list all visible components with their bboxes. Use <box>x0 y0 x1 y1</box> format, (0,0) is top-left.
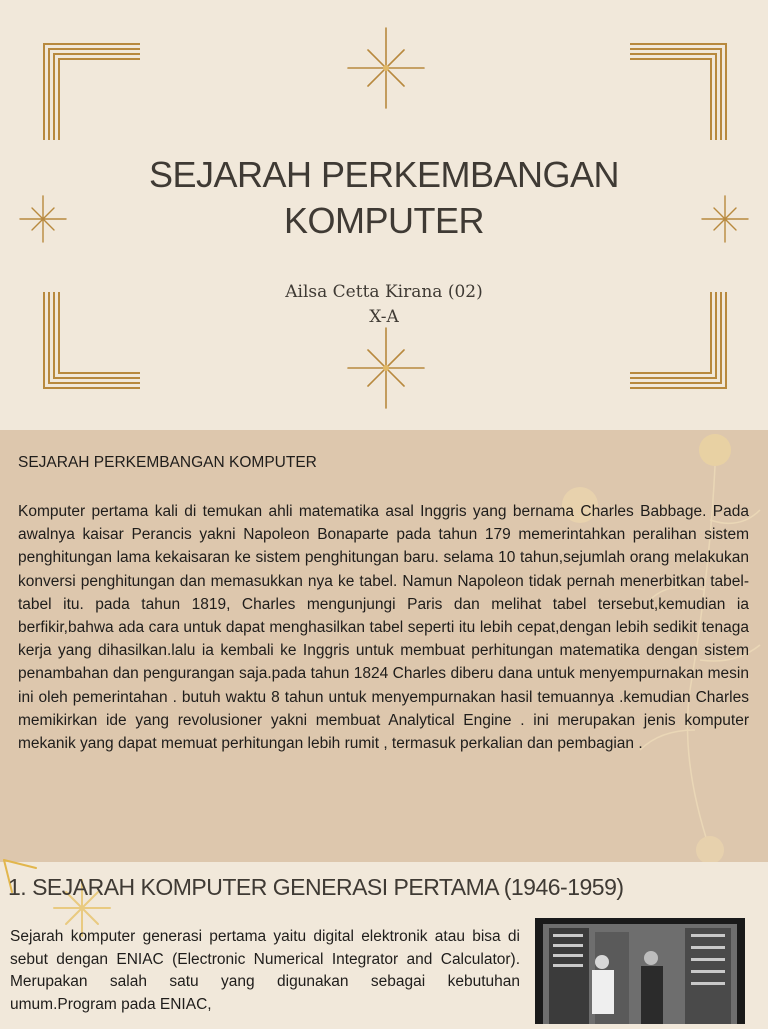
sparkle-icon <box>346 326 426 410</box>
author-block <box>0 280 768 330</box>
panel-heading: SEJARAH PERKEMBANGAN KOMPUTER <box>18 454 317 471</box>
eniac-photo <box>535 918 745 1024</box>
eniac-photo-image <box>535 918 745 1024</box>
history-panel <box>0 430 768 862</box>
section-paragraph: Sejarah komputer generasi pertama yaitu digital elektronik atau bisa di sebut dengan ENIAC (Electronic Numerical Integrator and Calculator). Merupakan salah satu yang digunakan sebagai kebutuhan umum.Program pada ENIAC, <box>10 928 520 1013</box>
title-line-1: SEJARAH PERKEMBANGAN <box>148 154 620 195</box>
sparkle-icon <box>346 26 426 110</box>
title-line-2: KOMPUTER <box>283 200 484 241</box>
page-title <box>0 152 768 244</box>
panel-paragraph: Komputer pertama kali di temukan ahli matematika asal Inggris yang bernama Charles Babbage. Pada awalnya kaisar Perancis yakni Napoleon Bonaparte pada tahun 179 memerintahkan peralihan sistem penghitungan lama kekaisaran ke sistem penghitungan baru. selama 10 tahun,sejumlah orang melakukan konversi penghitungan dan memasukkan nya ke tabel. Namun Napoleon tidak pernah menerbitkan tabel-tabel itu. pada tahun 1819, Charles mengunjungi Paris dan melihat tabel tersebut,kemudian ia berfikir,bahwa ada cara untuk dapat menghasilkan tabel seperti itu lebih cepat,dengan lebih sedikit tenaga kerja yang dihasilkan.lalu ia kembali ke Inggris untuk membuat perhitungan matematika dengan sistem penambahan dan pengurangan saja.pada tahun 1824 Charles diberu dana untuk menyempurnakan mesin ini oleh pemerintahan . butuh waktu 8 tahun untuk menyempurnakan hasil temuannya .kemudian Charles memikirkan ide yang revolusioner yakni membuat Analytical Engine . ini merupakan jenis komputer mekanik yang dapat memuat perhitungan lebih rumit , termasuk perkalian dan pembagian . <box>18 503 749 753</box>
corner-frame-icon <box>42 42 142 142</box>
class-label: X-A <box>369 307 399 327</box>
corner-frame-icon <box>630 42 728 142</box>
author-name: Ailsa Cetta Kirana (02) <box>285 282 483 302</box>
section-heading: 1. SEJARAH KOMPUTER GENERASI PERTAMA (1946-1959) <box>8 874 624 900</box>
cover-section <box>0 0 768 430</box>
